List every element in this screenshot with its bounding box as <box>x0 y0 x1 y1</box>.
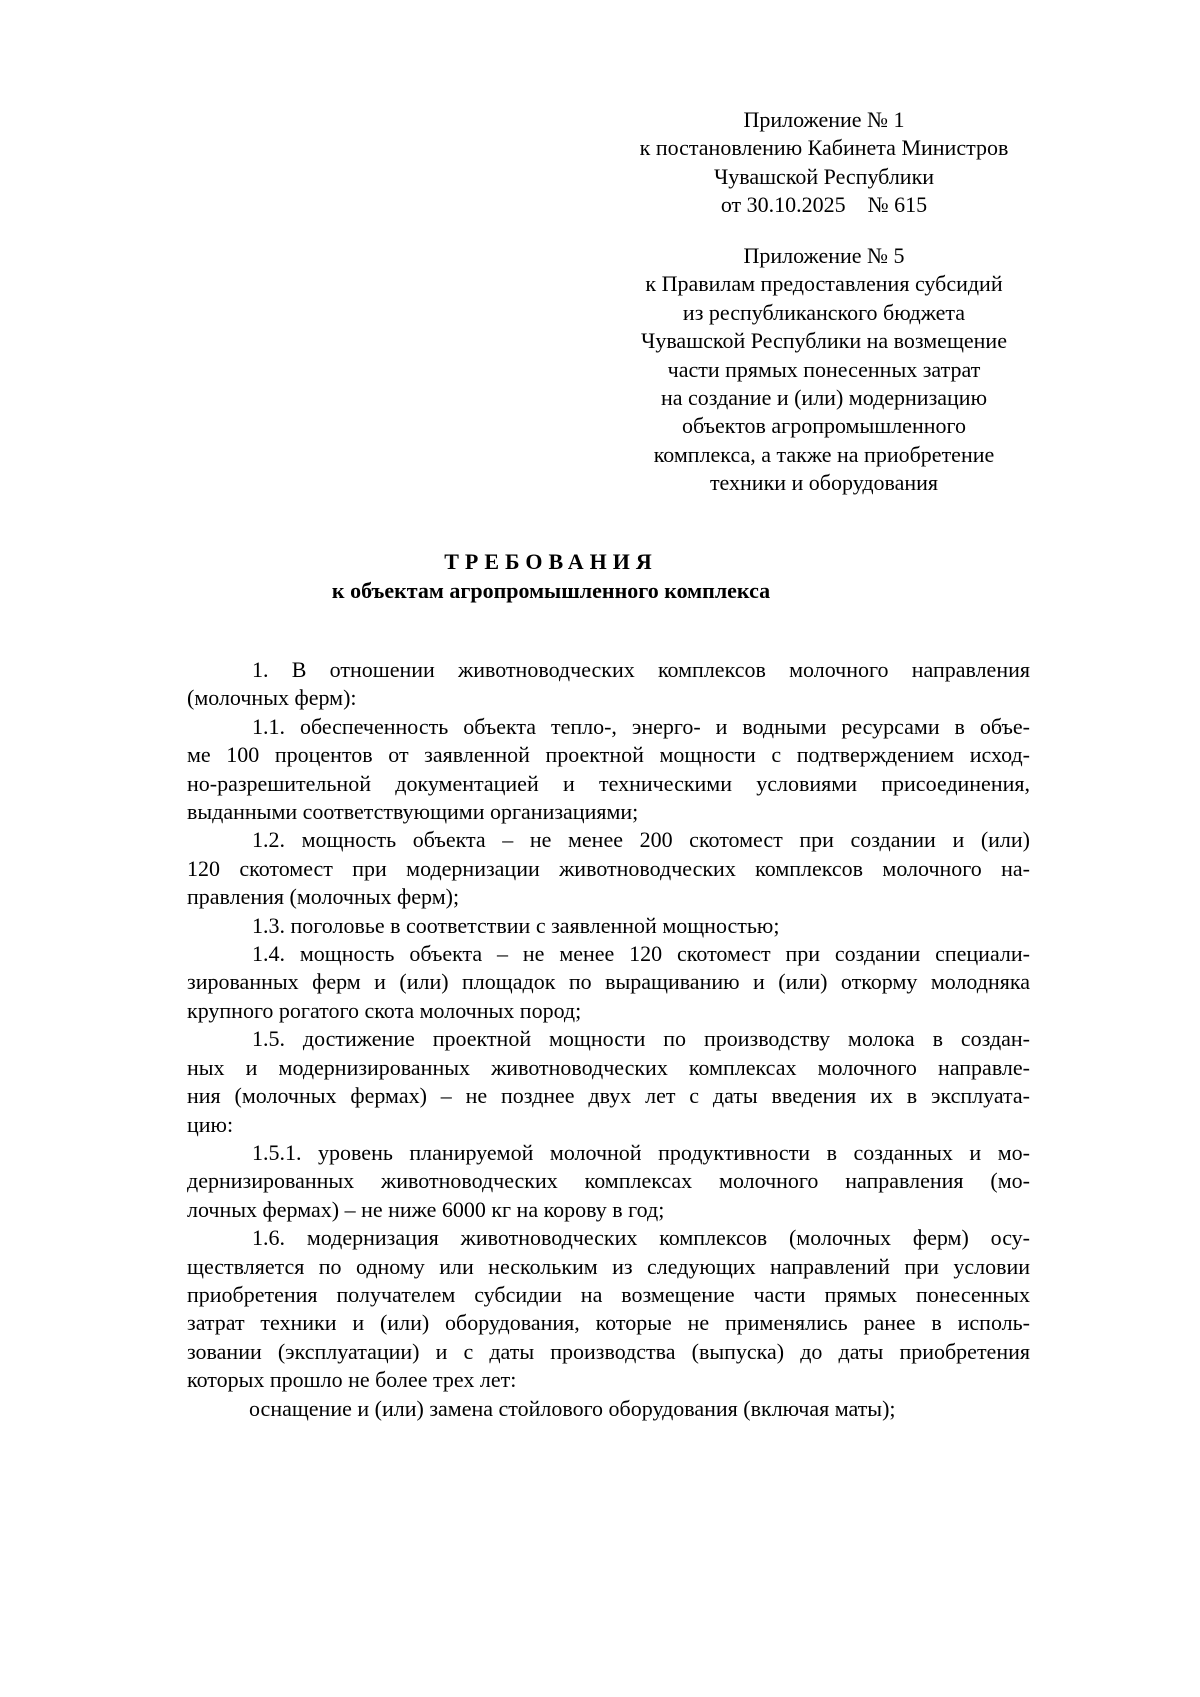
body-line: лочных фермах) – не ниже 6000 кг на корову в год; <box>187 1196 665 1222</box>
document-title: ТРЕБОВАНИЯ <box>444 549 658 574</box>
appendix-5-line: части прямых понесенных затрат <box>667 356 981 382</box>
appendix-5-line: Приложение № 5 <box>743 243 905 268</box>
appendix-1-line: от 30.10.2025 № 615 <box>720 192 928 218</box>
body-line: затрат техники и (или) оборудования, которые не применялись ранее в исполь- <box>187 1310 1030 1336</box>
body-line: 1.2. мощность объекта – не менее 200 скотомест при создании и (или) <box>252 827 1030 853</box>
body-line: ния (молочных фермах) – не позднее двух лет с даты введения их в эксплуата- <box>187 1083 1030 1109</box>
body-line: ных и модернизированных животноводческих комплексах молочного направле- <box>187 1054 1030 1080</box>
body-line: 1.6. модернизация животноводческих комплексов (молочных ферм) осу- <box>252 1225 1030 1251</box>
body-line: ществляется по одному или нескольким из следующих направлений при условии <box>187 1253 1030 1279</box>
appendix-1-line: Чувашской Республики <box>713 163 935 189</box>
appendix-1-line: к постановлению Кабинета Министров <box>639 135 1009 161</box>
body-line: 1.5. достижение проектной мощности по производству молока в создан- <box>252 1026 1030 1052</box>
appendix-5-line: комплекса, а также на приобретение <box>653 441 995 467</box>
body-line: цию: <box>187 1111 234 1137</box>
body-line: крупного рогатого скота молочных пород; <box>187 997 582 1023</box>
body-line: зовании (эксплуатации) и с даты производства (выпуска) до даты приобретения <box>187 1338 1030 1364</box>
body-line: 1.3. поголовье в соответствии с заявленной мощностью; <box>252 912 780 938</box>
appendix-5-line: из республиканского бюджета <box>682 299 966 325</box>
body-line: 1.5.1. уровень планируемой молочной продуктивности в созданных и мо- <box>252 1139 1030 1165</box>
appendix-5-header <box>590 242 1058 498</box>
body-line: ме 100 процентов от заявленной проектной мощности с подтверждением исход- <box>187 742 1030 768</box>
body-line: дернизированных животноводческих комплексах молочного направления (мо- <box>187 1168 1030 1194</box>
body-line: 120 скотомест при модернизации животноводческих комплексов молочного на- <box>187 855 1030 881</box>
body-line: но-разрешительной документацией и техническими условиями присоединения, <box>187 770 1030 796</box>
appendix-5-line: объектов агропромышленного <box>682 413 966 439</box>
appendix-5-line: на создание и (или) модернизацию <box>660 385 988 411</box>
appendix-5-line: техники и оборудования <box>709 470 939 496</box>
document-body <box>187 656 1030 1423</box>
body-line: оснащение и (или) замена стойлового оборудования (включая маты); <box>249 1395 896 1421</box>
appendix-1-line: Приложение № 1 <box>743 107 905 132</box>
body-line: которых прошло не более трех лет: <box>187 1367 517 1393</box>
body-line: 1.4. мощность объекта – не менее 120 скотомест при создании специали- <box>252 941 1030 967</box>
body-line: приобретения получателем субсидии на возмещение части прямых понесенных <box>187 1281 1030 1307</box>
appendix-5-line: Чувашской Республики на возмещение <box>641 328 1007 354</box>
document-subtitle: к объектам агропромышленного комплекса <box>331 578 771 603</box>
body-line: зированных ферм и (или) площадок по выращиванию и (или) откорму молодняка <box>187 969 1030 995</box>
body-line: 1. В отношении животноводческих комплексов молочного направления <box>252 657 1030 682</box>
appendix-5-line: к Правилам предоставления субсидий <box>645 271 1003 297</box>
appendix-1-header <box>590 106 1058 220</box>
body-line: выданными соответствующими организациями; <box>187 799 639 825</box>
body-line: 1.1. обеспеченность объекта тепло-, энерго- и водными ресурсами в объе- <box>252 713 1030 739</box>
body-line: правления (молочных ферм); <box>187 884 460 910</box>
body-line: (молочных ферм): <box>187 685 357 711</box>
